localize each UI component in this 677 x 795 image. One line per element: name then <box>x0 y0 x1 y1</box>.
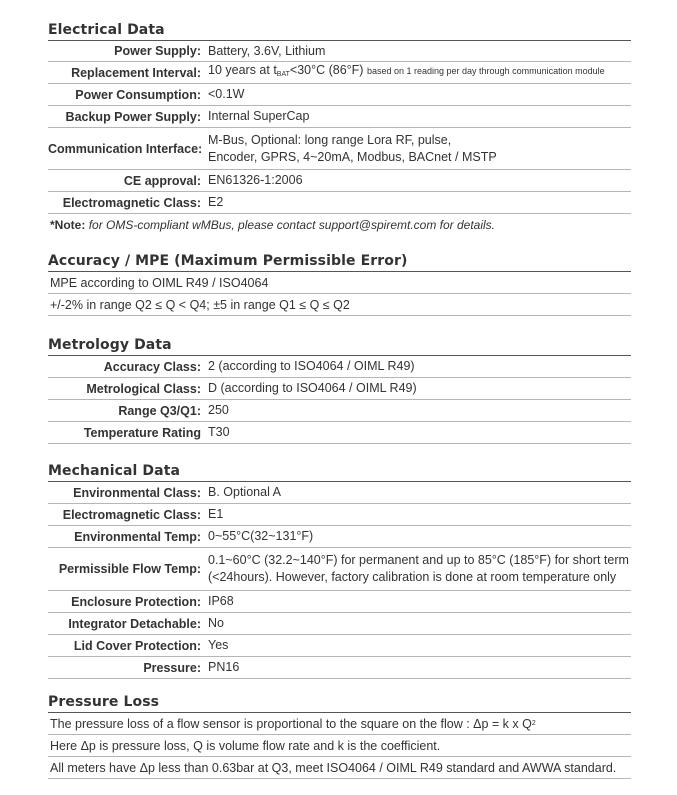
row-integrator-detachable <box>48 613 631 635</box>
row-value: E1 <box>208 507 224 521</box>
note: *Note: for OMS-compliant wMBus, please contact support@spiremt.com for details. <box>50 218 496 232</box>
accuracy-title: Accuracy / MPE (Maximum Permissible Error) <box>48 251 631 272</box>
pressure-loss-line-1: The pressure loss of a flow sensor is proportional to the square on the flow : Δp = k x Q 2 <box>48 713 631 735</box>
row-value: M-Bus, Optional: long range Lora RF, pulse, Encoder, GPRS, 4~20mA, Modbus, BACnet / MSTP <box>208 132 497 164</box>
accuracy-line-2: +/-2% in range Q2 ≤ Q < Q4; ±5 in range Q1 ≤ Q ≤ Q2 <box>48 294 631 316</box>
row-value: 0.1~60°C (32.2~140°F) for permanent and up to 85°C (185°F) for short term (<24hours). However, factory calibration is done at room temperature only <box>208 553 629 584</box>
row-key: Temperature Rating <box>83 425 201 440</box>
row-key: Integrator Detachable: <box>68 616 201 631</box>
row-value: No <box>208 616 224 630</box>
accuracy-line-1: MPE according to OIML R49 / ISO4064 <box>48 272 631 294</box>
row-key: Power Consumption: <box>75 87 201 102</box>
row-value: 0~55°C(32~131°F) <box>208 529 314 543</box>
row-value: D (according to ISO4064 / OIML R49) <box>208 381 417 395</box>
row-communication-interface <box>48 128 631 170</box>
row-backup-power <box>48 106 631 128</box>
metrology-title: Metrology Data <box>48 335 631 356</box>
row-key: Environmental Temp: <box>74 529 201 544</box>
row-value: 2 (according to ISO4064 / OIML R49) <box>208 359 415 373</box>
electrical-section <box>48 20 631 236</box>
row-key: Accuracy Class: <box>103 359 201 374</box>
row-pressure <box>48 657 631 679</box>
row-key: Communication Interface: <box>48 141 203 156</box>
mechanical-title: Mechanical Data <box>48 461 631 482</box>
row-key: Backup Power Supply: <box>65 109 201 124</box>
row-value: 10 years at $t_{BAT}<30^\circ C$ (86°F) based on 1 reading per day through communication module <box>208 63 605 78</box>
row-value: B. Optional A <box>208 485 281 499</box>
row-electromagnetic-class <box>48 504 631 526</box>
row-key: Lid Cover Protection: <box>73 638 201 653</box>
row-value: Yes <box>208 638 229 652</box>
row-lid-cover-protection <box>48 635 631 657</box>
pressure-loss-line-3: All meters have Δp less than 0.63bar at Q3, meet ISO4064 / OIML R49 standard and AWWA standard. <box>48 757 631 779</box>
row-key: Enclosure Protection: <box>71 594 201 609</box>
row-value: <0.1W <box>208 87 245 101</box>
row-power-consumption <box>48 84 631 106</box>
pressure-loss-section <box>48 692 631 779</box>
row-replacement-interval <box>48 62 631 84</box>
row-value: PN16 <box>208 660 240 674</box>
row-metrological-class <box>48 378 631 400</box>
row-value: Battery, 3.6V, Lithium <box>208 43 326 58</box>
row-value: EN61326-1:2006 <box>208 173 303 187</box>
row-environmental-class <box>48 482 631 504</box>
row-key: Permissible Flow Temp: <box>58 562 201 576</box>
accuracy-section <box>48 251 631 316</box>
row-permissible-flow-temp <box>48 548 631 591</box>
row-key: CE approval: <box>123 173 201 188</box>
row-value: IP68 <box>208 594 234 608</box>
metrology-section <box>48 335 631 444</box>
row-key: Environmental Class: <box>73 485 201 500</box>
row-value: T30 <box>208 425 230 439</box>
row-value: Internal SuperCap <box>208 109 310 123</box>
row-key: Range Q3/Q1: <box>118 403 201 418</box>
row-range <box>48 400 631 422</box>
row-temperature-rating <box>48 422 631 444</box>
row-key: Replacement Interval: <box>71 65 201 80</box>
row-key: Electromagnetic Class: <box>62 195 201 210</box>
row-value: 250 <box>208 403 229 417</box>
row-key: Metrological Class: <box>86 381 201 396</box>
row-key: Electromagnetic Class: <box>62 507 201 522</box>
row-power-supply <box>48 41 631 62</box>
row-environmental-temp <box>48 526 631 548</box>
electrical-title: Electrical Data <box>48 20 631 41</box>
row-ce-approval <box>48 170 631 192</box>
row-accuracy-class <box>48 356 631 378</box>
row-enclosure-protection <box>48 591 631 613</box>
mechanical-section <box>48 461 631 679</box>
row-electromagnetic-class <box>48 192 631 214</box>
row-value: E2 <box>208 195 224 209</box>
pressure-loss-line-2: Here Δp is pressure loss, Q is volume flow rate and k is the coefficient. <box>48 735 631 757</box>
row-key: Pressure: <box>143 660 201 675</box>
pressure-loss-title: Pressure Loss <box>48 692 631 713</box>
row-key: Power Supply: <box>114 44 201 58</box>
